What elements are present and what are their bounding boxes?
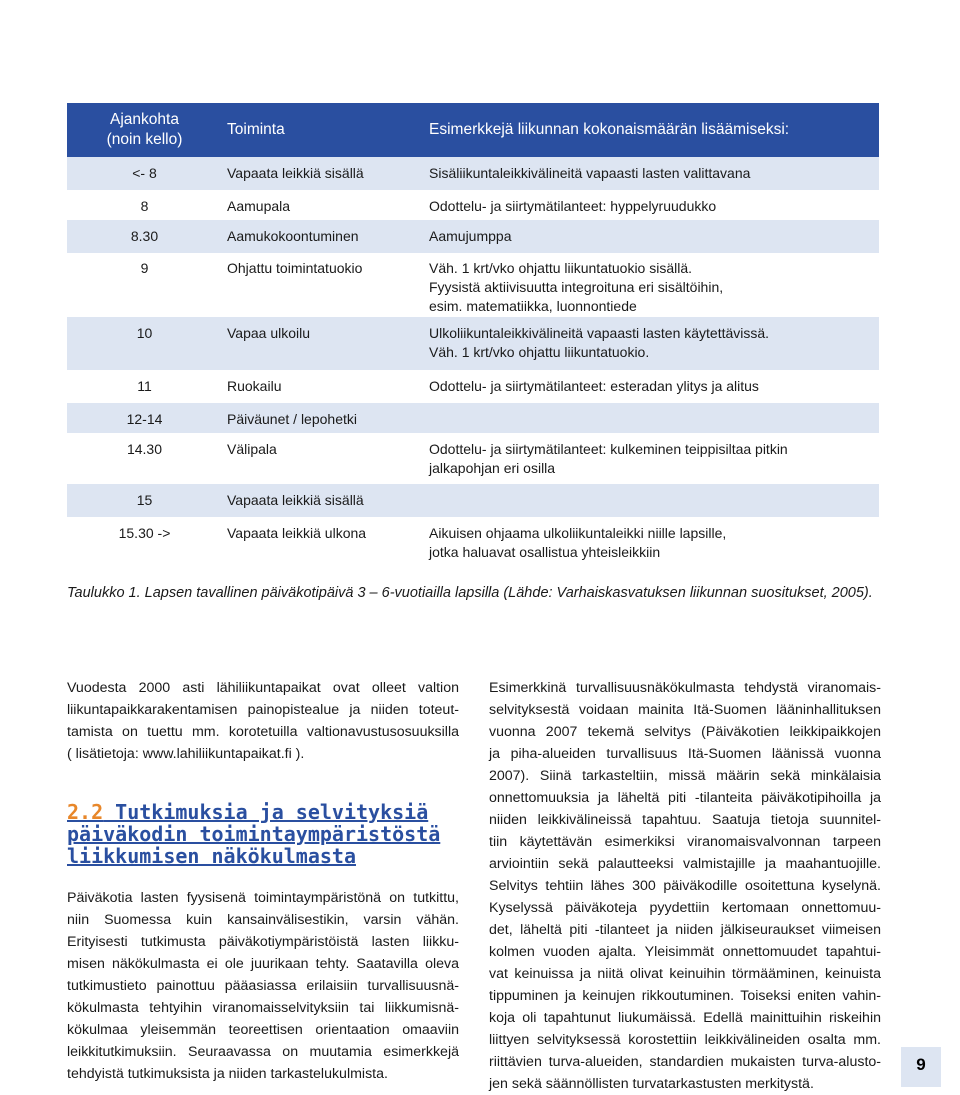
heading-line: päiväkodin toimintaympäristöstä [67,822,441,846]
activity-text: Välipala [227,441,277,457]
text-line: Kyselyssä päiväkoteja pyydettiin kertomaan onnettomuu- [489,900,881,916]
text-line: kökulmaa yleisemmän teoreettisen orientaation omaaviin [67,1022,459,1038]
intro-paragraph [67,677,459,765]
text-line: Selvitys tehtiin lähes 300 päiväkodille osoitettuna kyselynä. [489,878,881,894]
table-row [67,433,879,484]
text-line: det, läheltä piti -tilanteet ja niiden jälkiseuraukset viimeisen [489,922,881,938]
table-row [67,317,879,370]
activity-text: Aamupala [227,198,291,214]
text-line: riittävien turva-alueiden, standardien mukaisten turva-alusto- [489,1054,881,1070]
cell-examples [422,190,879,220]
example-line: jotka haluavat osallistua yhteisleikkiin [429,544,661,560]
text-line: tutkimustieto painottuu pääasiassa erilaisiin turvallisuusnä- [67,978,459,994]
table-row [67,517,879,568]
example-line: Aamujumppa [429,228,512,244]
text-line: Erityisesti tutkimusta päiväkotiympäristöistä lasten liikku- [67,934,459,950]
table-row [67,253,879,317]
text-line: ( lisätietoja: www.lahiliikuntapaikat.fi ). [67,746,305,762]
cell-time [67,484,222,517]
example-line: Aikuisen ohjaama ulkoliikuntaleikki niille lapsille, [429,525,727,541]
cell-time [67,370,222,403]
example-line: Odottelu- ja siirtymätilanteet: kulkeminen teippisiltaa pitkin [429,441,788,457]
text-line: koja oli tapahtunut liukumäissä. Edellä mainittuihin riskeihin [489,1010,881,1026]
example-line: Odottelu- ja siirtymätilanteet: esteradan ylitys ja alitus [429,378,759,394]
cell-activity [222,517,422,568]
example-line: Odottelu- ja siirtymätilanteet: hyppelyruudukko [429,198,717,214]
page-number: 9 [901,1047,941,1087]
activity-text: Vapaata leikkiä sisällä [227,492,364,508]
text-line: ja piha-alueiden turvallisuus Itä-Suomen läänissä vuonna [489,746,881,762]
cell-activity [222,370,422,403]
cell-activity [222,157,422,190]
cell-time [67,403,222,433]
activity-text: Vapaata leikkiä sisällä [227,165,364,181]
example-line: Ulkoliikuntaleikkivälineitä vapaasti lasten käytettävissä. [429,325,770,341]
heading-text: Tutkimuksia ja selvityksiä [103,800,429,824]
text-line: niiden leikkivälineissä tapahtuu. Saatuja tietoja suunnitel- [489,812,881,828]
cell-examples [422,317,879,370]
time-text: 12-14 [126,411,163,427]
example-line: Fyysistä aktiivisuutta integroituna eri sisältöihin, [429,279,724,295]
cell-examples [422,253,879,317]
table-row [67,220,879,253]
cell-time [67,433,222,484]
cell-time [67,157,222,190]
example-line: Väh. 1 krt/vko ohjattu liikuntatuokio. [429,344,650,360]
text-line: vuonna 2007 tekemä selvitys (Päiväkotien leikkipaikkojen [489,724,881,740]
heading-line [67,801,459,823]
cell-activity [222,190,422,220]
left-text-column [67,677,459,1085]
cell-examples [422,433,879,484]
activity-text: Ruokailu [227,378,282,394]
cell-time [67,317,222,370]
header-time [67,103,222,157]
section-heading [67,801,459,867]
text-line: liikuntapaikkarakentamisen painopistealue ja niiden toteut- [67,702,459,718]
table-row [67,403,879,433]
cell-activity [222,433,422,484]
time-text: 14.30 [126,441,163,457]
header-time-line2: (noin kello) [106,131,183,148]
schedule-table-body [67,157,879,568]
activity-text: Ohjattu toimintatuokio [227,260,363,276]
activity-text: Päiväunet / lepohetki [227,411,357,427]
text-line: kolmen vuoden ajalta. Yleisimmät onnettomuudet tapahtui- [489,944,881,960]
table-caption: Taulukko 1. Lapsen tavallinen päiväkotipäivä 3 – 6-vuotiailla lapsilla (Lähde: Varhaiskasvatuksen liikunnan suositukset, 2005). [67,585,873,601]
text-line: arviointiin sekä palautteeksi valmistajille ja maahantuojille. [489,856,881,872]
time-text: 15.30 -> [118,525,171,541]
activity-text: Vapaata leikkiä ulkona [227,525,367,541]
cell-examples [422,220,879,253]
time-text: 8.30 [130,228,159,244]
header-activity: Toiminta [222,103,422,157]
table-row [67,484,879,517]
cell-examples [422,403,879,433]
table-row [67,190,879,220]
text-line: tehdyistä tutkimuksista ja niiden tarkastelukulmista. [67,1066,388,1082]
cell-time [67,517,222,568]
table-row [67,370,879,403]
cell-activity [222,484,422,517]
cell-examples [422,484,879,517]
activity-text: Aamukokoontuminen [227,228,359,244]
heading-line: liikkumisen näkökulmasta [67,844,356,868]
text-line: 2007). Siinä tarkasteltiin, missä määrin sekä minkälaisia [489,768,881,784]
text-line: liittyen selvityksessä korostettiin leikkivälineiden osalta mm. [489,1032,881,1048]
time-text: 10 [136,325,153,341]
time-text: 15 [136,492,153,508]
cell-examples [422,157,879,190]
text-line: Vuodesta 2000 asti lähiliikuntapaikat ovat olleet valtion [67,680,459,696]
text-line: selvityksestä voidaan mainita Itä-Suomen lääninhallituksen [489,702,881,718]
cell-activity [222,253,422,317]
schedule-table [67,103,879,568]
cell-time [67,190,222,220]
text-line: leikkitutkimuksiin. Seuraavassa on muutamia esimerkkejä [67,1044,459,1060]
text-line: kökulmasta tehtyihin viranomaisselvityksiin tai liikkumisnä- [67,1000,459,1016]
text-line: tippuminen ja keinujen rikkoutuminen. Toiseksi eniten vahin- [489,988,881,1004]
table-header-row [67,103,879,157]
cell-examples [422,370,879,403]
text-line: onnettomuuksia ja läheltä piti -tilanteita päiväkotipihoilla ja [489,790,881,806]
text-line: jen sekä säännöllisten turvatarkastusten merkitystä. [489,1076,814,1092]
text-line: tamista on tuettu mm. korotetuilla valtionavustusosuuksilla [67,724,459,740]
text-line: vat keinuissa ja niitä olivat keinuihin törmääminen, keinuista [489,966,881,982]
cell-time [67,253,222,317]
right-body-paragraph [489,677,881,1095]
cell-time [67,220,222,253]
header-examples: Esimerkkejä liikunnan kokonaismäärän lisäämiseksi: [422,103,879,157]
right-text-column [489,677,881,1095]
cell-activity [222,317,422,370]
header-time-line1: Ajankohta [110,111,179,128]
activity-text: Vapaa ulkoilu [227,325,311,341]
cell-examples [422,517,879,568]
text-line: misen näkökulmasta ei ole juurikaan tehty. Saatavilla oleva [67,956,459,972]
example-line: Väh. 1 krt/vko ohjattu liikuntatuokio sisällä. [429,260,693,276]
heading-number: 2.2 [67,800,104,824]
text-line: Esimerkkinä turvallisuusnäkökulmasta tehdystä viranomais- [489,680,881,696]
example-line: Sisäliikuntaleikkivälineitä vapaasti lasten valittavana [429,165,751,181]
cell-activity [222,403,422,433]
schedule-table-wrapper [67,103,879,568]
example-line: esim. matematiikka, luonnontiede [429,298,637,314]
cell-activity [222,220,422,253]
table-row [67,157,879,190]
left-body-paragraph [67,887,459,1085]
time-text: 8 [140,198,149,214]
time-text: 9 [140,260,149,276]
time-text: <- 8 [132,165,157,181]
text-line: niin Suomessa kuin kansainvälisestikin, varsin vähän. [67,912,459,928]
time-text: 11 [137,378,152,394]
example-line: jalkapohjan eri osilla [429,460,556,476]
text-line: tiin käytettävän esimerkiksi viranomaisvalvonnan tarpeen [489,834,881,850]
text-line: Päiväkotia lasten fyysisenä toimintaympäristönä on tutkittu, [67,890,459,906]
